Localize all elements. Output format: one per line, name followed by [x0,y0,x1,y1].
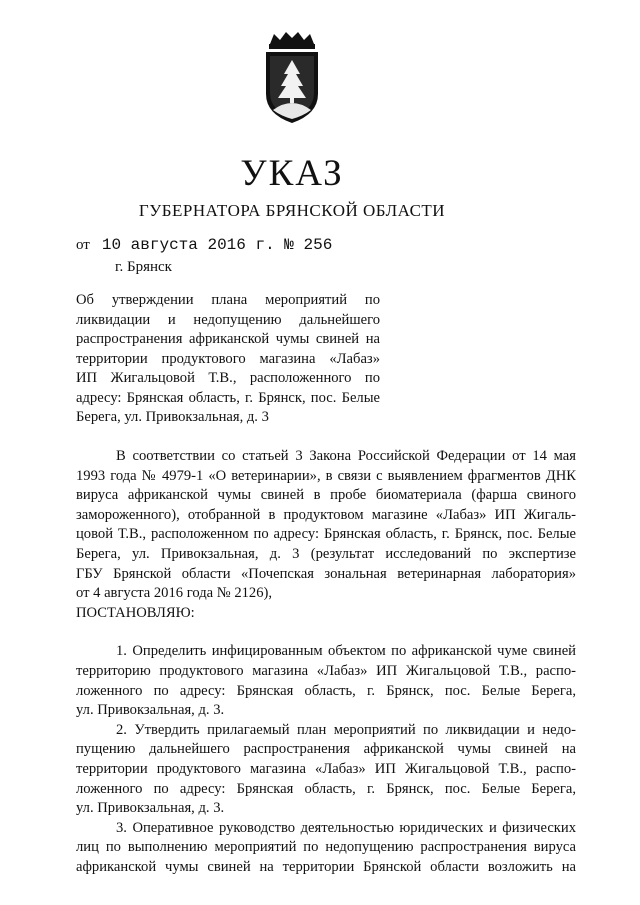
item-line: ул. Привокзальная, д. 3. [76,702,225,719]
date-line [76,236,332,254]
decree-subject [76,291,380,428]
item-line: африканской чумы свиней на территории Брянской области возложить на [76,858,576,875]
subject-line: ИП Жигальцовой Т.В., расположенного по [76,370,380,386]
subject-line: Берега, ул. Привокзальная, д. 3 [76,409,269,425]
subject-line: территории продуктового магазина «Лабаз» [76,350,380,367]
item-line: 2. Утвердить прилагаемый план мероприятий по ликвидации и недо- [116,721,576,738]
subject-line: ликвидации и недопущению дальнейшего [76,311,380,328]
preamble-line: Берега, ул. Привокзальная, д. 3 (результат исследований по экспертизе [76,545,576,562]
preamble-line: от 4 августа 2016 года № 2126), [76,585,273,602]
date-number-handwritten: 10 августа 2016 г. № 256 [101,236,333,254]
item-line: территорию продуктового магазина «Лабаз» ИП Жигальцовой Т.В., распо- [76,662,576,679]
preamble-line: ГБУ Брянской области «Почепская зональная ветеринарная лаборатория» [76,565,576,582]
decree-item-1 [76,642,576,720]
bryansk-coat-of-arms-icon [263,30,321,125]
preamble [76,447,576,623]
preamble-line: замороженного), отобранной в продуктовом магазине «Лабаз» ИП Жигаль- [76,506,576,523]
preamble-line: вируса африканской чумы свиней в пробе биоматериала (фарша свиного [76,487,576,504]
decree-item-3 [76,819,576,878]
item-line: ул. Привокзальная, д. 3. [76,800,225,817]
decree-item-2 [76,721,576,819]
city: г. Брянск [115,259,172,275]
item-line: ложенного по адресу: Брянская область, г. Брянск, пос. Белые Берега, [76,682,576,699]
item-line: пущению дальнейшего распространения африканской чумы свиней на [76,741,576,758]
subject-line: адресу: Брянская область, г. Брянск, пос. Белые [76,389,380,406]
item-line: 3. Оперативное руководство деятельностью юридических и физических [116,819,576,836]
item-line: территории продуктового магазина «Лабаз» ИП Жигальцовой Т.В., распо- [76,760,576,777]
preamble-line: цовой Т.В., расположенном по адресу: Брянская область, г. Брянск, пос. Белые [76,526,576,543]
item-line: лиц по выполнению мероприятий по недопущению распространения вируса [76,839,576,856]
date-prefix: от [76,237,90,253]
subject-line: распространения африканской чумы свиней на [76,331,380,347]
preamble-line: 1993 года № 4979-1 «О ветеринарии», в связи с выявлением фрагментов ДНК [76,467,576,484]
preamble-line: В соответствии со статьей 3 Закона Российской Федерации от 14 мая [116,448,576,464]
document-title: УКАЗ [240,153,344,194]
decree-body [76,447,576,877]
item-line: 1. Определить инфицированным объектом по африканской чуме свиней [116,643,576,660]
decree-word: ПОСТАНОВЛЯЮ: [76,604,195,621]
item-line: ложенного по адресу: Брянская область, г. Брянск, пос. Белые Берега, [76,780,576,797]
subject-line: Об утверждении плана мероприятий по [76,292,380,308]
document-subtitle: ГУБЕРНАТОРА БРЯНСКОЙ ОБЛАСТИ [138,201,446,220]
